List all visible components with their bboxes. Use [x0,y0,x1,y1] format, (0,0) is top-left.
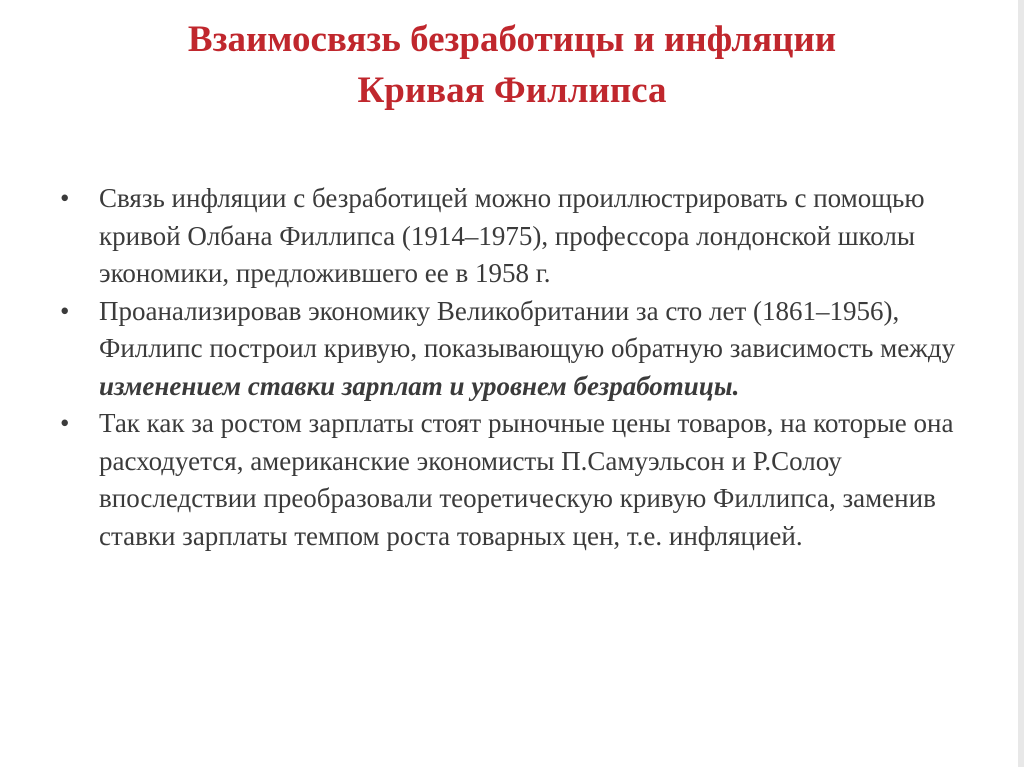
bullet-marker: • [60,295,70,326]
slide-title [60,14,964,116]
title-line-1: Взаимосвязь безработицы и инфляции [187,19,837,60]
bullet-list [60,180,960,555]
bullet-text-2: Проанализировав экономику Великобритании за сто лет (1861–1956), Филлипс построил кривую, показывающую обратную зависимость между [99,295,956,363]
bullet-text-3: Так как за ростом зарплаты стоят рыночные цены товаров, на которые она расходуется, американские экономисты П.Самуэльсон и Р.Солоу впоследствии преобразовали теоретическую кривую Филлипса, заменив ставки зарплаты темпом роста товарных цен, т.е. инфляцией. [99,408,954,551]
bullet-text-2-emphasis: изменением ставки зарплат и уровнем безработицы. [99,370,740,401]
title-line-2: Кривая Филлипса [357,70,667,111]
bullet-item-2 [60,293,960,406]
bullet-marker: • [60,183,70,213]
bullet-item-1 [60,180,960,293]
bullet-text-1: Связь инфляции с безработицей можно проиллюстрировать с помощью кривой Олбана Филлипса (1914–1975), профессора лондонской школы экономики, предложившего ее в 1958 г. [99,183,925,288]
bullet-marker: • [60,408,70,438]
bullet-item-3 [60,405,960,555]
right-edge-strip [1018,0,1024,767]
